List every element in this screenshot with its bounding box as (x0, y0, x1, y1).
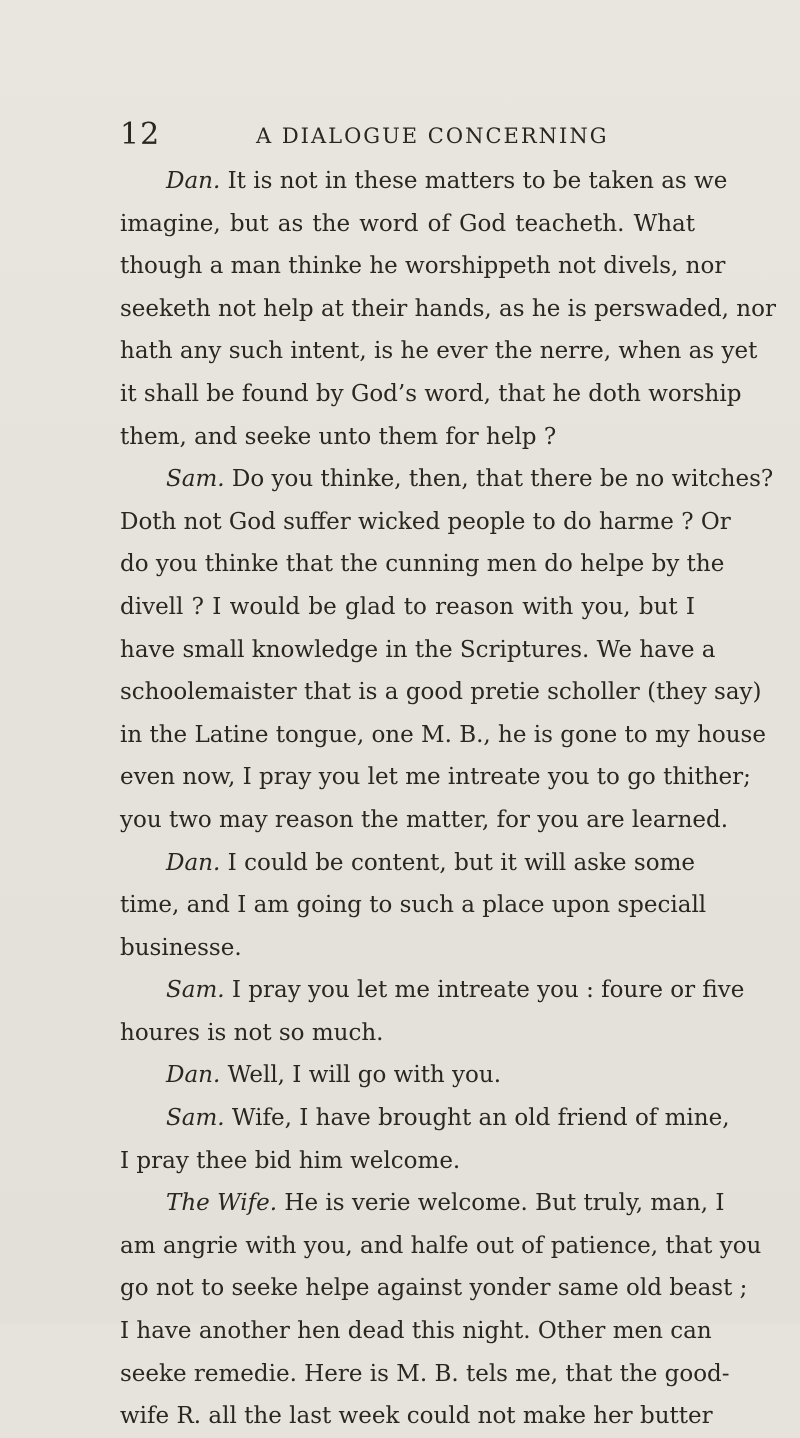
text-line (120, 543, 725, 586)
page-header (120, 118, 720, 152)
text-line (120, 927, 695, 970)
line-text: Doth not God suffer wicked people to do harme ? Or (120, 508, 731, 535)
text-line (120, 756, 751, 799)
text-line (120, 1182, 725, 1225)
line-text: Do you thinke, then, that there be no witches? (224, 466, 774, 493)
text-line (120, 1054, 695, 1097)
text-line (120, 629, 716, 672)
text-line (120, 330, 758, 373)
text-line (120, 373, 742, 416)
line-text: businesse. (120, 934, 242, 961)
text-line (120, 1267, 748, 1310)
speaker-name: Dan. (166, 1062, 221, 1089)
line-text: Wife, I have brought an old friend of mine, (224, 1105, 730, 1132)
text-line (120, 501, 731, 544)
text-line (120, 416, 695, 459)
line-text: I pray you let me intreate you : foure or five (224, 977, 745, 1004)
line-text: He is verie welcome. But truly, man, I (277, 1190, 725, 1217)
line-text: even now, I pray you let me intreate you to go thither; (120, 764, 751, 791)
line-text: I could be content, but it will aske some (220, 849, 695, 876)
dialogue-paragraph (120, 969, 745, 1054)
line-text: am angrie with you, and halfe out of patience, that you (120, 1232, 762, 1259)
line-text: seeke remedie. Here is M. B. tels me, that the good- (120, 1360, 730, 1387)
text-line (120, 1310, 712, 1353)
speaker-name: Sam. (166, 1105, 225, 1132)
dialogue-paragraph (120, 1182, 762, 1438)
text-line (120, 1225, 762, 1268)
line-text: hath any such intent, is he ever the nerre, when as yet (120, 338, 758, 365)
line-text: schoolemaister that is a good pretie scholler (they say) (120, 679, 762, 706)
line-text: seeketh not help at their hands, as he is perswaded, nor (120, 295, 776, 322)
line-text: though a man thinke he worshippeth not divels, nor (120, 253, 726, 280)
dialogue-paragraph (120, 458, 774, 841)
line-text: them, and seeke unto them for help ? (120, 423, 557, 450)
speaker-name: Dan. (166, 168, 221, 194)
text-line (120, 799, 729, 842)
line-text: you two may reason the matter, for you are learned. (120, 806, 729, 833)
dialogue-paragraph (120, 1054, 695, 1097)
speaker-name: Sam. (166, 466, 225, 493)
text-line (120, 969, 745, 1012)
line-text: have small knowledge in the Scriptures. We have a (120, 636, 716, 663)
text-line (120, 245, 726, 288)
dialogue-paragraph (120, 160, 776, 458)
text-line (120, 842, 695, 885)
line-text: I pray thee bid him welcome. (120, 1147, 461, 1174)
text-line (120, 458, 774, 501)
line-text: divell ? I would be glad to reason with you, but I (120, 593, 695, 620)
line-text: it shall be found by God’s word, that he doth worship (120, 380, 742, 407)
text-line (120, 1353, 730, 1396)
text-line (120, 1140, 695, 1183)
line-text: in the Latine tongue, one M. B., he is gone to my house (120, 721, 766, 748)
dialogue-text (120, 160, 776, 1438)
running-title: A DIALOGUE CONCERNING (256, 124, 609, 148)
line-text: I have another hen dead this night. Other men can (120, 1318, 712, 1345)
line-text: It is not in these matters to be taken as we (220, 168, 728, 194)
text-line (120, 671, 762, 714)
text-line (120, 1012, 695, 1055)
page-number: 12 (120, 117, 161, 152)
text-line (120, 586, 695, 629)
line-text: imagine, but as the word of God teacheth. What (120, 210, 695, 237)
speaker-name: The Wife. (166, 1190, 278, 1217)
line-text: go not to seeke helpe against yonder same old beast ; (120, 1275, 748, 1302)
line-text: do you thinke that the cunning men do helpe by the (120, 551, 725, 578)
text-line (120, 714, 766, 757)
line-text: time, and I am going to such a place upon speciall (120, 892, 707, 919)
speaker-name: Sam. (166, 977, 225, 1004)
text-line (120, 160, 728, 203)
line-text: houres is not so much. (120, 1019, 384, 1046)
dialogue-paragraph (120, 1097, 730, 1182)
line-text: Well, I will go with you. (220, 1062, 502, 1089)
text-line (120, 884, 707, 927)
text-line (120, 1097, 730, 1140)
text-line (120, 203, 695, 246)
text-line (120, 1395, 713, 1438)
dialogue-paragraph (120, 842, 707, 970)
speaker-name: Dan. (166, 849, 221, 876)
text-line (120, 288, 776, 331)
line-text: wife R. all the last week could not make her butter (120, 1403, 713, 1430)
